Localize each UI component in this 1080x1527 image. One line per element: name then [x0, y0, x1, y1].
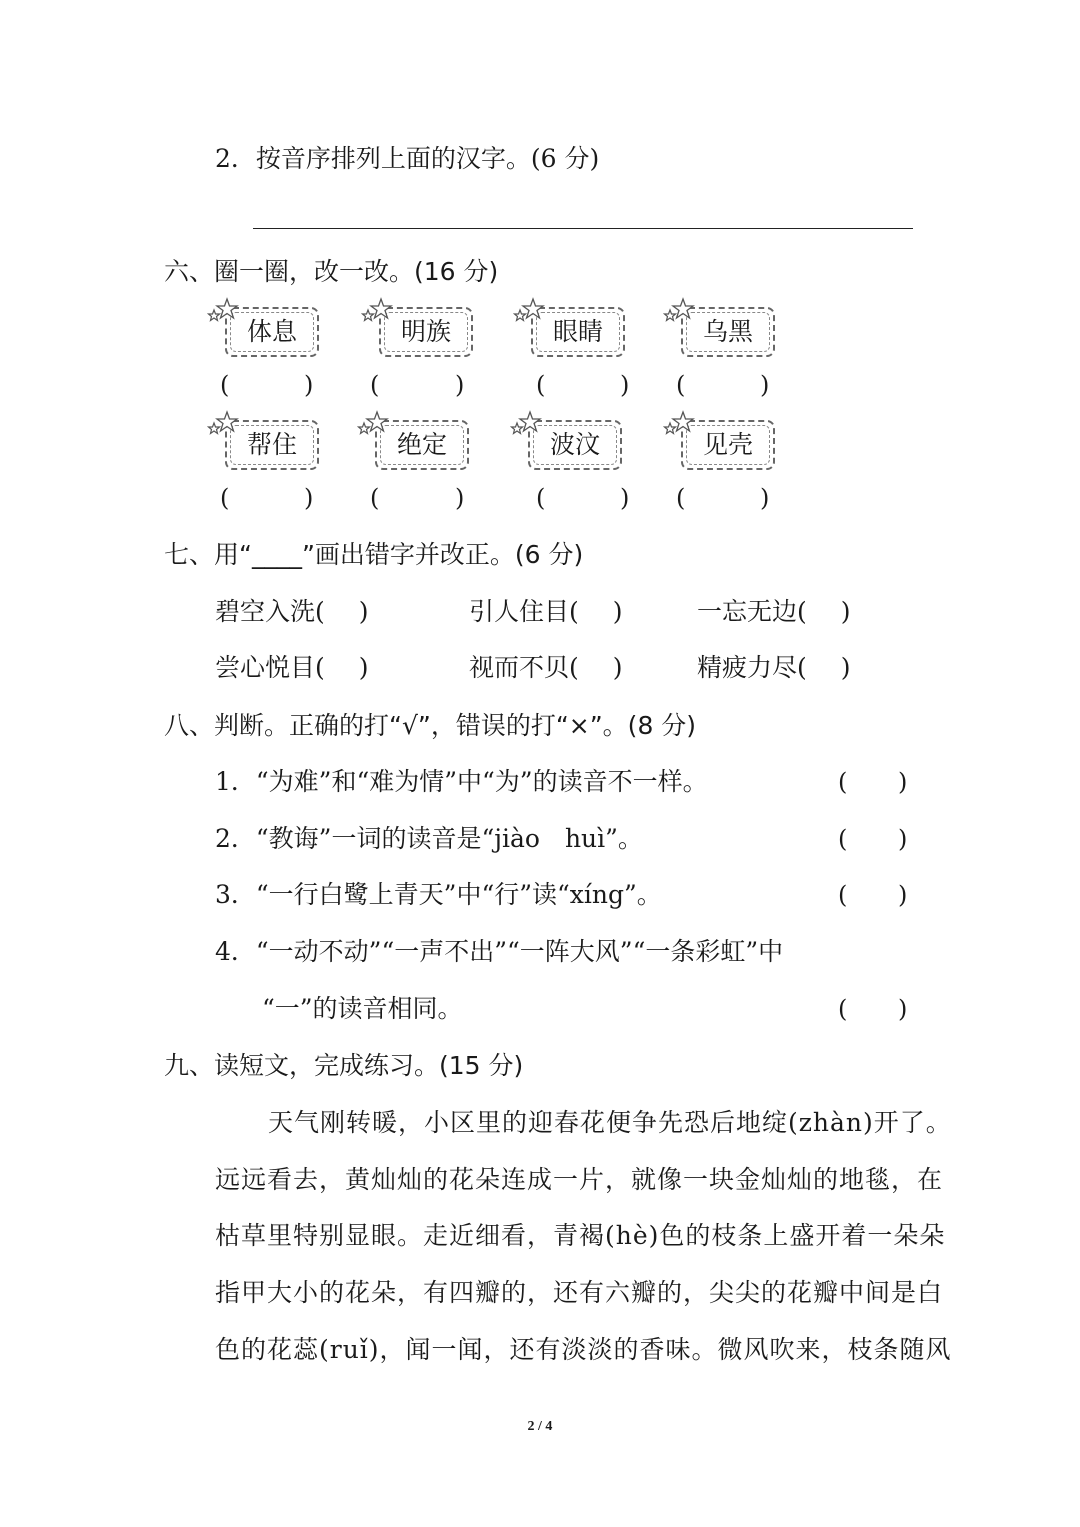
paren-open: ( [838, 995, 848, 1023]
section-8-title: 八、判断。正确的打“√”，错误的打“×”。(8 分) [164, 711, 697, 740]
paren-close: ) [898, 995, 908, 1023]
word-text: 绝定 [396, 430, 447, 459]
section-9-title: 九、读短文，完成练习。(15 分) [164, 1051, 524, 1080]
judge-item: 4．“一动不动”“一声不出”“一阵大风”“一条彩虹”中 [215, 937, 784, 966]
judge-item: 2．“教诲”一词的读音是“jiào huì”。 [215, 824, 643, 853]
paren-close: ) [898, 881, 908, 909]
passage-line: 指甲大小的花朵，有四瓣的，还有六瓣的，尖尖的花瓣中间是白 [215, 1278, 944, 1307]
paren-close: ) [898, 768, 908, 796]
passage-line: 远远看去，黄灿灿的花朵连成一片，就像一块金灿灿的地毯，在 [215, 1165, 944, 1194]
paren-close: ) [760, 371, 770, 399]
paren-close: ) [760, 484, 770, 512]
paren-close: ) [304, 484, 314, 512]
judge-item: 3．“一行白鹭上青天”中“行”读“xíng”。 [215, 880, 662, 909]
word-box[interactable] [375, 420, 469, 470]
passage-line: 枯草里特别显眼。走近细看，青褐(hè)色的枝条上盛开着一朵朵 [215, 1221, 946, 1250]
paren-open: ( [370, 371, 380, 399]
word-text: 体息 [246, 317, 297, 346]
passage-line: 天气刚转暖，小区里的迎春花便争先恐后地绽(zhàn)开了。 [268, 1108, 952, 1137]
idiom-item: 一忘无边( ) [697, 597, 851, 626]
answer-line[interactable] [253, 228, 913, 229]
paren-open: ( [536, 484, 546, 512]
paren-close: ) [455, 371, 465, 399]
paren-close: ) [898, 825, 908, 853]
word-box[interactable] [528, 420, 622, 470]
idiom-item: 精疲力尽( ) [697, 653, 851, 682]
paren-open: ( [838, 881, 848, 909]
paren-close: ) [620, 484, 630, 512]
paren-open: ( [536, 371, 546, 399]
page-number: 2 / 4 [527, 1419, 553, 1434]
word-box[interactable] [681, 420, 775, 470]
word-text: 波汶 [549, 430, 600, 459]
paren-open: ( [370, 484, 380, 512]
word-box[interactable] [379, 307, 473, 357]
word-box[interactable] [531, 307, 625, 357]
paren-close: ) [304, 371, 314, 399]
paren-close: ) [455, 484, 465, 512]
word-text: 明族 [400, 317, 451, 346]
question-5-2: 2．按音序排列上面的汉字。(6 分) [215, 144, 600, 173]
word-box[interactable] [681, 307, 775, 357]
paren-open: ( [220, 371, 230, 399]
judge-item: 1．“为难”和“难为情”中“为”的读音不一样。 [215, 767, 708, 796]
paren-open: ( [220, 484, 230, 512]
paren-close: ) [620, 371, 630, 399]
word-box[interactable] [225, 420, 319, 470]
idiom-item: 引人住目( ) [469, 597, 623, 626]
word-text: 帮住 [246, 430, 297, 459]
paren-open: ( [676, 371, 686, 399]
paren-open: ( [676, 484, 686, 512]
word-box[interactable] [225, 307, 319, 357]
idiom-item: 碧空入洗( ) [215, 597, 369, 626]
word-text: 眼睛 [552, 317, 603, 346]
word-text: 乌黑 [702, 317, 753, 346]
idiom-item: 尝心悦目( ) [215, 653, 369, 682]
passage-line: 色的花蕊(ruǐ)，闻一闻，还有淡淡的香味。微风吹来，枝条随风 [215, 1335, 952, 1364]
paren-open: ( [838, 825, 848, 853]
paren-open: ( [838, 768, 848, 796]
idiom-item: 视而不贝( ) [469, 653, 623, 682]
section-7-title: 七、用“____”画出错字并改正。(6 分) [164, 540, 584, 569]
word-text: 见壳 [702, 430, 753, 459]
judge-item-cont: “一”的读音相同。 [262, 994, 463, 1023]
section-6-title: 六、圈一圈，改一改。(16 分) [164, 257, 499, 286]
